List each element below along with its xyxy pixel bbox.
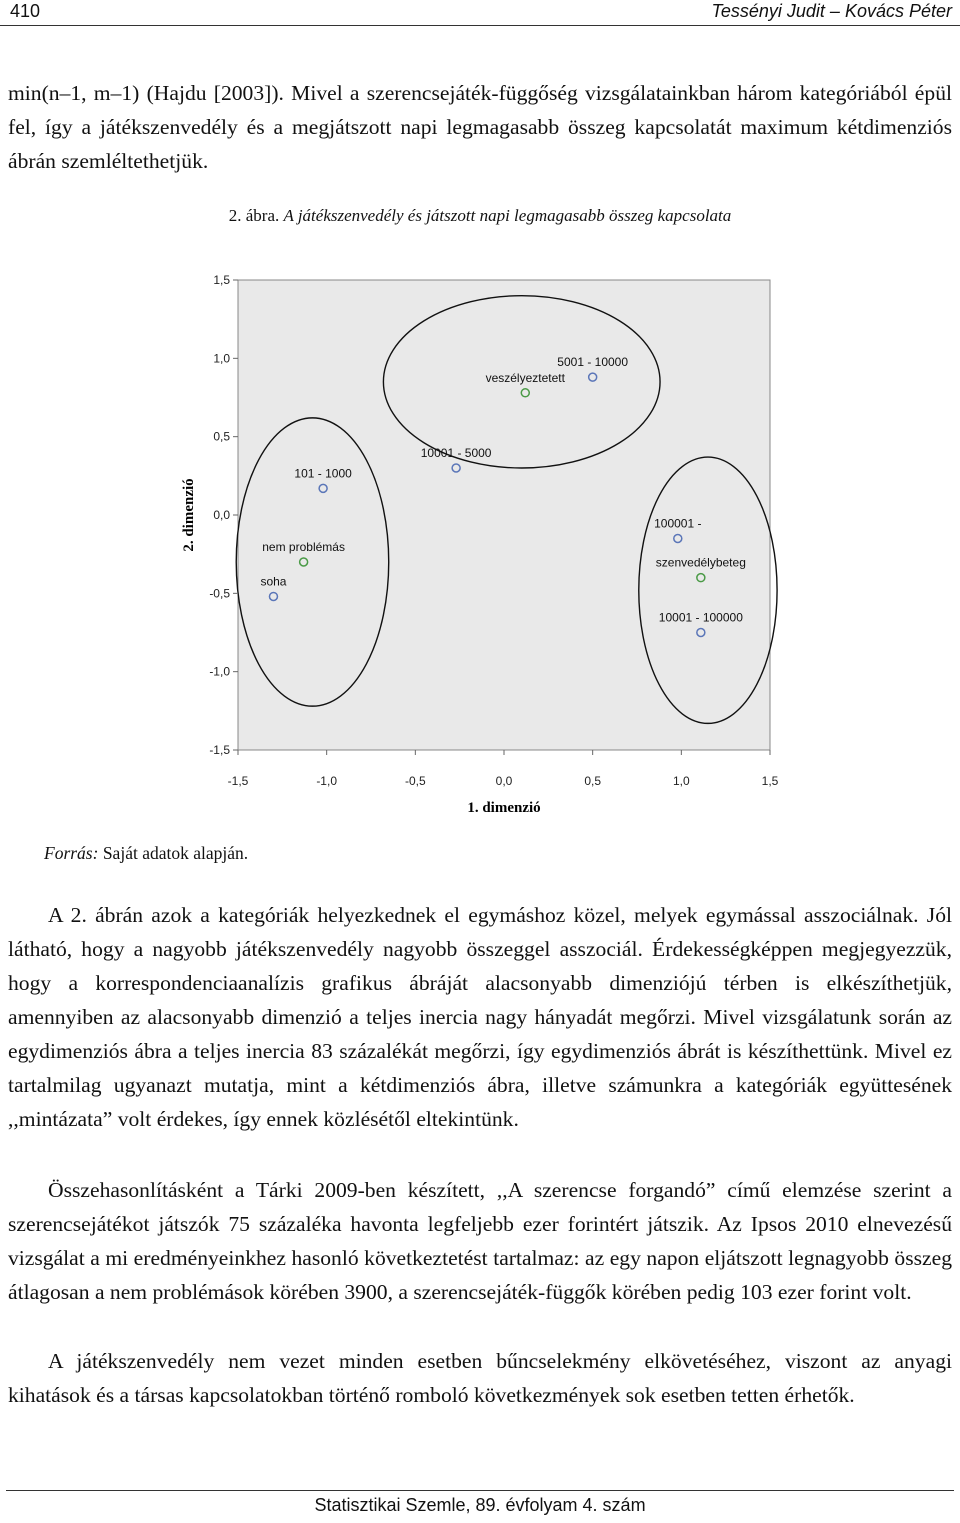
footer-rule [6,1490,954,1491]
y-tick-label: -0,5 [209,586,230,601]
x-tick-label: 1,5 [761,774,779,788]
paragraph-1: A 2. ábrán azok a kategóriák helyezkednek el egymáshoz közel, melyek egymással asszociálnak. Jól látható, hogy a nagyobb játékszenvedély nagyobb összeggel asszociál. Érdekességképpen megjegyezzük, hogy a korrespondenciaanalízis grafikus ábráját alacsonyabb dimenziójú térben is elkészíthetjük, amennyiben az alacsonyabb dimenzió a teljes inercia nagy hányadát megőrzi. Mivel vizsgálatunk során az egydimenziós ábra a teljes inercia 83 százalékát megőrzi, így egydimenziós ábrát is készíthettünk. Mivel ez tartalmilag ugyanazt mutatja, mint a kétdimenziós ábra, illetve számunkra a kategóriák együttesének ,,mintázata” volt érdekes, így ennek közlésétől eltekintünk. [8,903,952,1131]
data-point-label: 5001 - 10000 [557,355,629,370]
data-point-label: veszélyeztetett [485,370,565,385]
x-axis-label: 1. dimenzió [467,800,541,816]
plot-area [238,280,770,750]
data-point-label: nem problémás [262,540,345,554]
data-point-label: 101 - 1000 [294,466,352,481]
data-point-label: 100001 - [654,516,702,531]
data-point-label: szenvedélybeteg [655,555,746,570]
x-axis-ticks [228,750,779,788]
figure-number: 2. ábra. [228,206,280,225]
y-tick-label: 1,0 [213,351,230,366]
running-head-authors: Tessényi Judit – Kovács Péter [711,1,952,21]
page-footer [0,1490,960,1516]
x-tick-label: -1,5 [227,774,249,788]
figure-caption [0,206,960,226]
y-axis-label: 2. dimenzió [181,478,197,552]
source-label: Forrás: [44,843,99,863]
y-axis-ticks [209,273,238,757]
header-rule [0,25,960,26]
y-tick-label: 1,5 [213,273,230,287]
x-tick-label: 0,5 [584,774,602,788]
x-tick-label: 1,0 [672,774,690,788]
y-tick-label: 0,5 [213,429,230,444]
x-tick-label: -0,5 [404,774,426,788]
page-header [0,0,960,24]
figure-title: A játékszenvedély és játszott napi legmagasabb összeg kapcsolata [283,206,732,225]
x-tick-label: -1,0 [316,774,338,788]
paragraph-3: A játékszenvedély nem vezet minden esetben bűncselekmény elkövetéséhez, viszont az anyagi kihatások és a társas kapcsolatokban történő romboló következmények sok esetben tetten érhetők. [8,1349,952,1407]
y-tick-label: -1,5 [209,743,230,757]
paragraph-intro: min(n–1, m–1) (Hajdu [2003]). Mivel a szerencsejáték-függőség vizsgálatainkban három kategóriából épül fel, így a játékszenvedély és a megjátszott napi legmagasabb összeg kapcsolatát maximum kétdimenziós ábrán szemléltethetjük. [8,81,952,173]
y-tick-label: 0,0 [213,508,230,522]
x-tick-label: 0,0 [495,774,513,788]
page-number: 410 [10,1,41,21]
source-text: Saját adatok alapján. [102,843,249,863]
data-point-label: 10001 - 5000 [420,446,492,460]
y-tick-label: -1,0 [209,664,230,679]
journal-footer: Statisztikai Szemle, 89. évfolyam 4. szám [314,1495,646,1515]
paragraph-2: Összehasonlításként a Tárki 2009-ben készített, ,,A szerencse forgandó” című elemzése szerint a szerencsejátékot játszók 75 százaléka havonta legfeljebb ezer forintért játszik. Az Ipsos 2010 elnevezésű vizsgálat a mi eredményeinkhez hasonló következtetést tartalmaz: az egy napon eljátszott legnagyobb összeg átlagosan a nem problémások körében 3900, a szerencsejáték-függők körében pedig 103 ezer forint volt. [8,1178,952,1304]
figure-source [44,843,248,864]
data-point-label: soha [260,574,287,589]
data-point-label: 10001 - 100000 [658,610,743,625]
correspondence-chart [0,250,960,850]
